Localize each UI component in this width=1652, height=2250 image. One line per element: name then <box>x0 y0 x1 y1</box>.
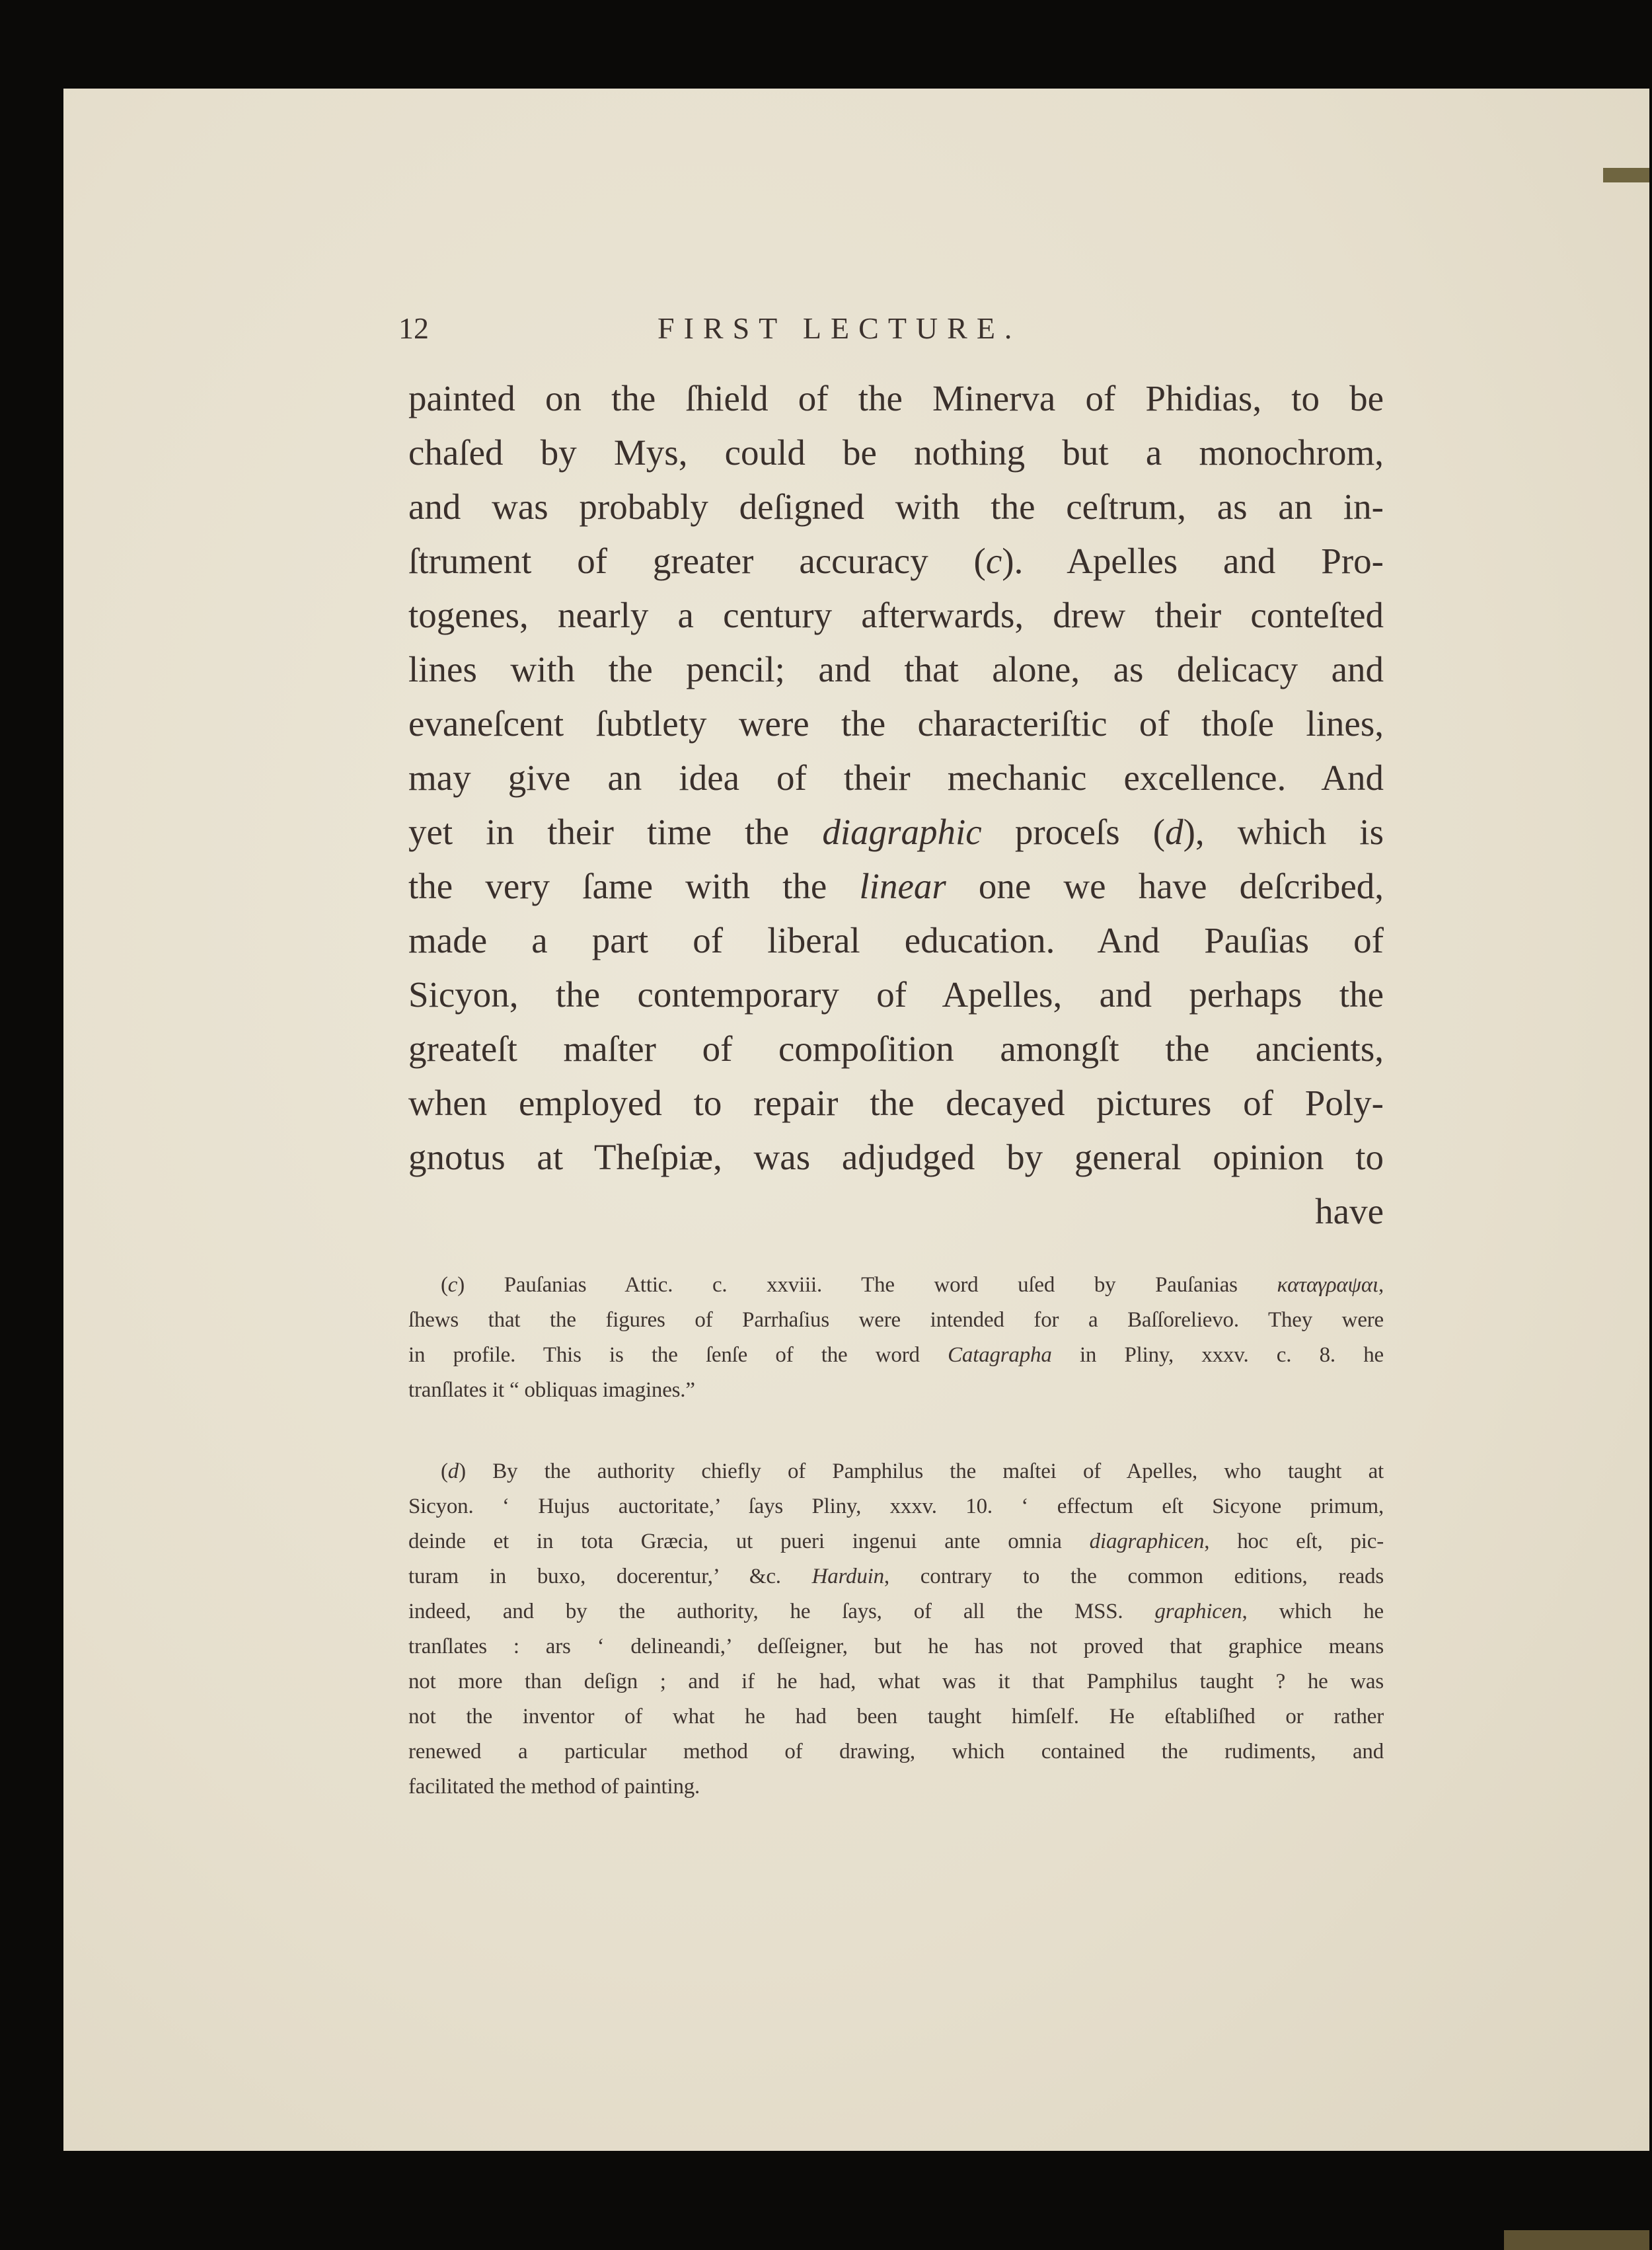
text-run: yet in their time the <box>408 812 823 852</box>
text-run: , hoc eſt, pic- <box>1204 1530 1384 1553</box>
text-run: Sicyon, the contemporary of Apelles, and perhaps the <box>408 974 1384 1015</box>
text-run: ) By the authority chiefly of Pamphilus the maſtei of Apelles, who taught at <box>459 1459 1384 1483</box>
text-run: gnotus at Theſpiæ, was adjudged by general opinion to <box>408 1137 1384 1177</box>
text-run: indeed, and by the authority, he ſays, of all the MSS. <box>408 1600 1155 1623</box>
body-text <box>408 371 1384 1239</box>
text-line <box>408 1338 1384 1373</box>
text-run: ( <box>441 1459 448 1483</box>
text-run: renewed a particular method of drawing, which contained the rudiments, and <box>408 1740 1384 1764</box>
text-line <box>408 805 1384 859</box>
italic-run: diagraphicen <box>1089 1530 1205 1553</box>
italic-run: diagraphic <box>822 812 982 852</box>
text-run: in profile. This is the ſenſe of the word <box>408 1343 948 1367</box>
text-line <box>408 1184 1384 1239</box>
italic-run: graphicen <box>1154 1600 1242 1623</box>
text-run: , contrary to the common editions, reads <box>883 1565 1384 1588</box>
text-run: tranſlates : ars ‘ delineandi,’ deſſeigner, but he has not proved that graphice means <box>408 1635 1384 1658</box>
text-line <box>408 1373 1384 1408</box>
italic-run: d <box>1165 812 1183 852</box>
text-run: Sicyon. ‘ Hujus auctoritate,’ ſays Pliny, xxxv. 10. ‘ effectum eſt Sicyone primum, <box>408 1494 1384 1518</box>
text-line <box>408 1524 1384 1559</box>
text-line <box>408 968 1384 1022</box>
text-run: ſhews that the figures of Parrhaſius were intended for a Baſſorelievo. They were <box>408 1308 1384 1332</box>
italic-run: Catagrapha <box>948 1343 1052 1367</box>
text-run: ſtrument of greater accuracy ( <box>408 541 986 581</box>
text-run: not the inventor of what he had been taught himſelf. He eſtabliſhed or rather <box>408 1705 1384 1728</box>
text-run: proceſs ( <box>981 812 1166 852</box>
text-run: one we have deſcribed, <box>946 866 1384 906</box>
text-line <box>408 1022 1384 1076</box>
text-run: , which he <box>1242 1600 1384 1623</box>
text-run: , <box>1378 1273 1384 1297</box>
text-line <box>408 534 1384 588</box>
footnote-c <box>408 1268 1384 1408</box>
text-run: the very ſame with the <box>408 866 860 906</box>
text-line <box>408 1699 1384 1734</box>
page-edge <box>1504 2230 1649 2250</box>
text-line <box>408 1454 1384 1489</box>
text-line <box>408 480 1384 534</box>
text-line <box>408 371 1384 426</box>
text-line <box>408 1268 1384 1303</box>
text-line <box>408 1130 1384 1184</box>
text-line <box>408 697 1384 751</box>
text-line <box>408 1076 1384 1130</box>
text-run: greateſt maſter of compoſition amongſt the ancients, <box>408 1028 1384 1069</box>
page-number: 12 <box>398 311 429 345</box>
running-title: FIRST LECTURE. <box>657 311 1022 345</box>
text-run: facilitated the method of painting. <box>408 1775 700 1799</box>
italic-run: Harduin <box>811 1565 884 1588</box>
text-run: in Pliny, xxxv. c. 8. he <box>1051 1343 1384 1367</box>
text-run: togenes, nearly a century afterwards, drew their conteſted <box>408 595 1384 635</box>
text-run: lines with the pencil; and that alone, as delicacy and <box>408 649 1384 689</box>
text-run: turam in buxo, docerentur,’ &c. <box>408 1565 812 1588</box>
text-line <box>408 1629 1384 1664</box>
text-run: ( <box>441 1273 448 1297</box>
text-line <box>408 642 1384 697</box>
text-run: ). Apelles and Pro- <box>1002 541 1384 581</box>
text-line <box>408 588 1384 642</box>
text-run: may give an idea of their mechanic excellence. And <box>408 757 1384 798</box>
text-line <box>408 751 1384 805</box>
italic-run: linear <box>859 866 946 906</box>
text-run: ) Pauſanias Attic. c. xxviii. The word uſed by Pauſanias <box>457 1273 1277 1297</box>
italic-run: καταγραψαι <box>1277 1273 1378 1297</box>
text-line <box>408 1769 1384 1804</box>
text-run: not more than deſign ; and if he had, what was it that Pamphilus taught ? he was <box>408 1670 1384 1693</box>
footnote-d <box>408 1454 1384 1804</box>
text-run: ), which is <box>1183 812 1384 852</box>
text-run: painted on the ſhield of the Minerva of Phidias, to be <box>408 378 1384 418</box>
text-line <box>408 859 1384 913</box>
italic-run: c <box>447 1273 458 1297</box>
text-run: deinde et in tota Græcia, ut pueri ingenui ante omnia <box>408 1530 1090 1553</box>
text-line <box>408 1303 1384 1338</box>
text-line <box>408 426 1384 480</box>
text-line <box>408 1559 1384 1594</box>
text-line <box>408 1489 1384 1524</box>
text-run: chaſed by Mys, could be nothing but a monochrom, <box>408 432 1384 473</box>
text-run: and was probably deſigned with the ceſtrum, as an in- <box>408 486 1384 527</box>
page-edge <box>1603 168 1649 182</box>
italic-run: d <box>447 1459 459 1483</box>
text-run: have <box>1315 1191 1384 1231</box>
text-run: when employed to repair the decayed pictures of Poly- <box>408 1083 1384 1123</box>
text-line <box>408 1594 1384 1629</box>
text-run: made a part of liberal education. And Pauſias of <box>408 920 1384 960</box>
text-line <box>408 1734 1384 1769</box>
italic-run: c <box>985 541 1002 581</box>
text-run: evaneſcent ſubtlety were the characteriſtic of thoſe lines, <box>408 703 1384 744</box>
text-line <box>408 913 1384 968</box>
text-run: tranſlates it “ obliquas imagines.” <box>408 1378 695 1402</box>
text-line <box>408 1664 1384 1699</box>
